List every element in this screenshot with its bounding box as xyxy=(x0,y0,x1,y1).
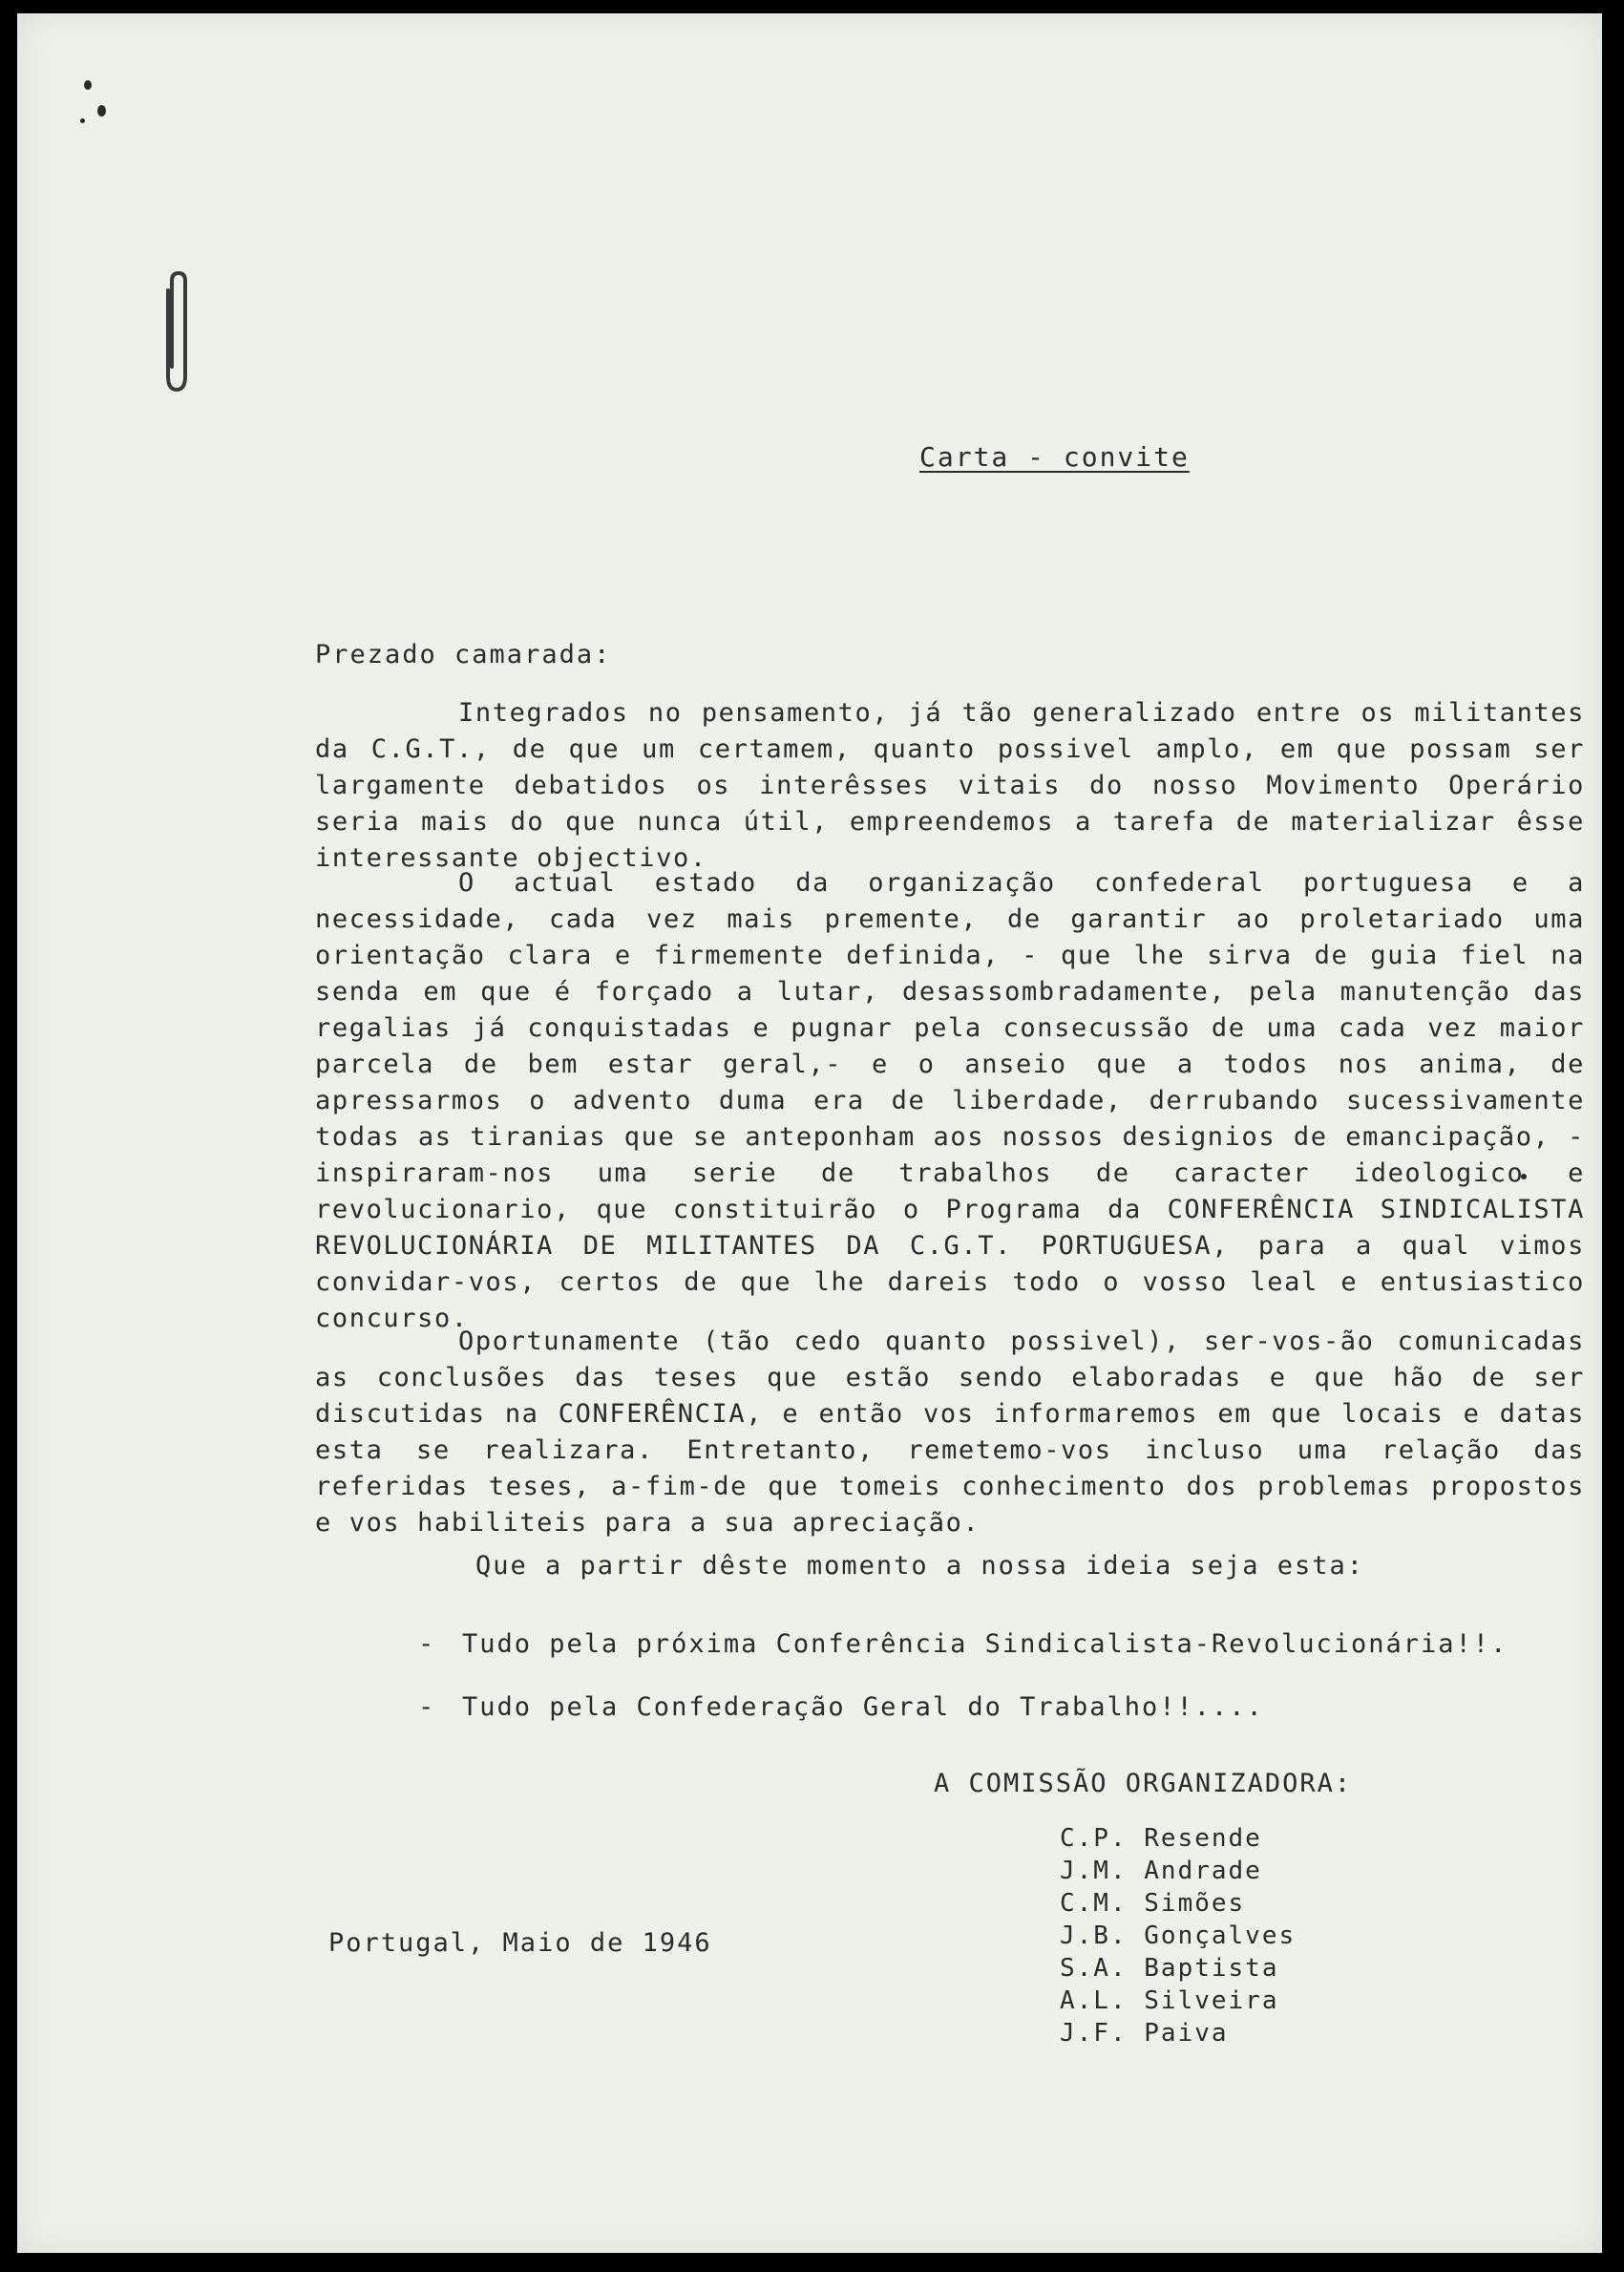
document-page xyxy=(17,13,1602,2253)
place-date: Portugal, Maio de 1946 xyxy=(328,1928,712,1958)
bullet-dash: - xyxy=(418,1692,436,1722)
motto-line-2 xyxy=(418,1692,1264,1722)
signatory-list xyxy=(1060,1822,1296,2049)
signatory: S.A. Baptista xyxy=(1060,1954,1279,1983)
motto-intro: Que a partir dêste momento a nossa ideia seja esta: xyxy=(475,1551,1365,1581)
signatory: J.M. Andrade xyxy=(1060,1857,1262,1885)
commission-label: A COMISSÃO ORGANIZADORA: xyxy=(934,1769,1353,1798)
letter-title: Carta - convite xyxy=(919,441,1190,473)
motto-line-1 xyxy=(418,1629,1508,1659)
ink-speck xyxy=(97,105,106,117)
ink-speck xyxy=(84,80,92,90)
paragraph-1: Integrados no pensamento, já tão generalizado entre os militantes da C.G.T., de que um certamem, quanto possivel amplo, em que possam ser largamente debatidos os interêsses vitais do nosso Movimento Operário seria mais do que nunca útil, empreendemos a tarefa de materializar êsse interessante objectivo. xyxy=(315,698,1585,873)
signatory: J.B. Gonçalves xyxy=(1060,1922,1297,1950)
salutation: Prezado camarada: xyxy=(315,640,612,669)
ink-speck xyxy=(80,118,85,123)
paragraph-3: Oportunamente (tão cedo quanto possivel), ser-vos-ão comunicadas as conclusões das teses que estão sendo elaboradas e que hão de ser discutidas na CONFERÊNCIA, e então vos informaremos em que locais e datas esta se realizara. Entretanto, remetemo-vos incluso uma relação das referidas teses, a-fim-de que tomeis conhecimento dos problemas propostos e vos habiliteis para a sua apreciação. xyxy=(315,1327,1585,1538)
paperclip-icon xyxy=(160,271,193,395)
signatory: J.F. Paiva xyxy=(1060,2019,1229,2048)
paragraph-2: O actual estado da organização confederal portuguesa e a necessidade, cada vez mais premente, de garantir ao proletariado uma orientação clara e firmemente definida, - que lhe sirva de guia fiel na senda em que é forçado a lutar, desassombradamente, pela manutenção das regalias já conquistadas e pugnar pela consecussão de uma cada vez maior parcela de bem estar geral,- e o anseio que a todos nos anima, de apressarmos o advento duma era de liberdade, derrubando sucessivamente todas as tiranias que se anteponham aos nossos designios de emancipação, - inspiraram-nos uma serie de trabalhos de caracter ideologico e revolucionario, que constituirão o Programa da CONFERÊNCIA SINDICALISTA REVOLUCIONÁRIA DE MILITANTES DA C.G.T. PORTUGUESA, para a qual vimos convidar-vos, certos de que lhe dareis todo o vosso leal e entusiastico concurso. xyxy=(315,868,1585,1333)
signatory: C.P. Resende xyxy=(1060,1824,1262,1853)
bullet-dash: - xyxy=(418,1629,436,1659)
signatory: C.M. Simões xyxy=(1060,1889,1246,1918)
motto-text-1: Tudo pela próxima Conferência Sindicalista-Revolucionária!!. xyxy=(462,1629,1508,1659)
motto-text-2: Tudo pela Confederação Geral do Trabalho!!.... xyxy=(462,1692,1264,1722)
signatory: A.L. Silveira xyxy=(1060,1986,1279,2015)
